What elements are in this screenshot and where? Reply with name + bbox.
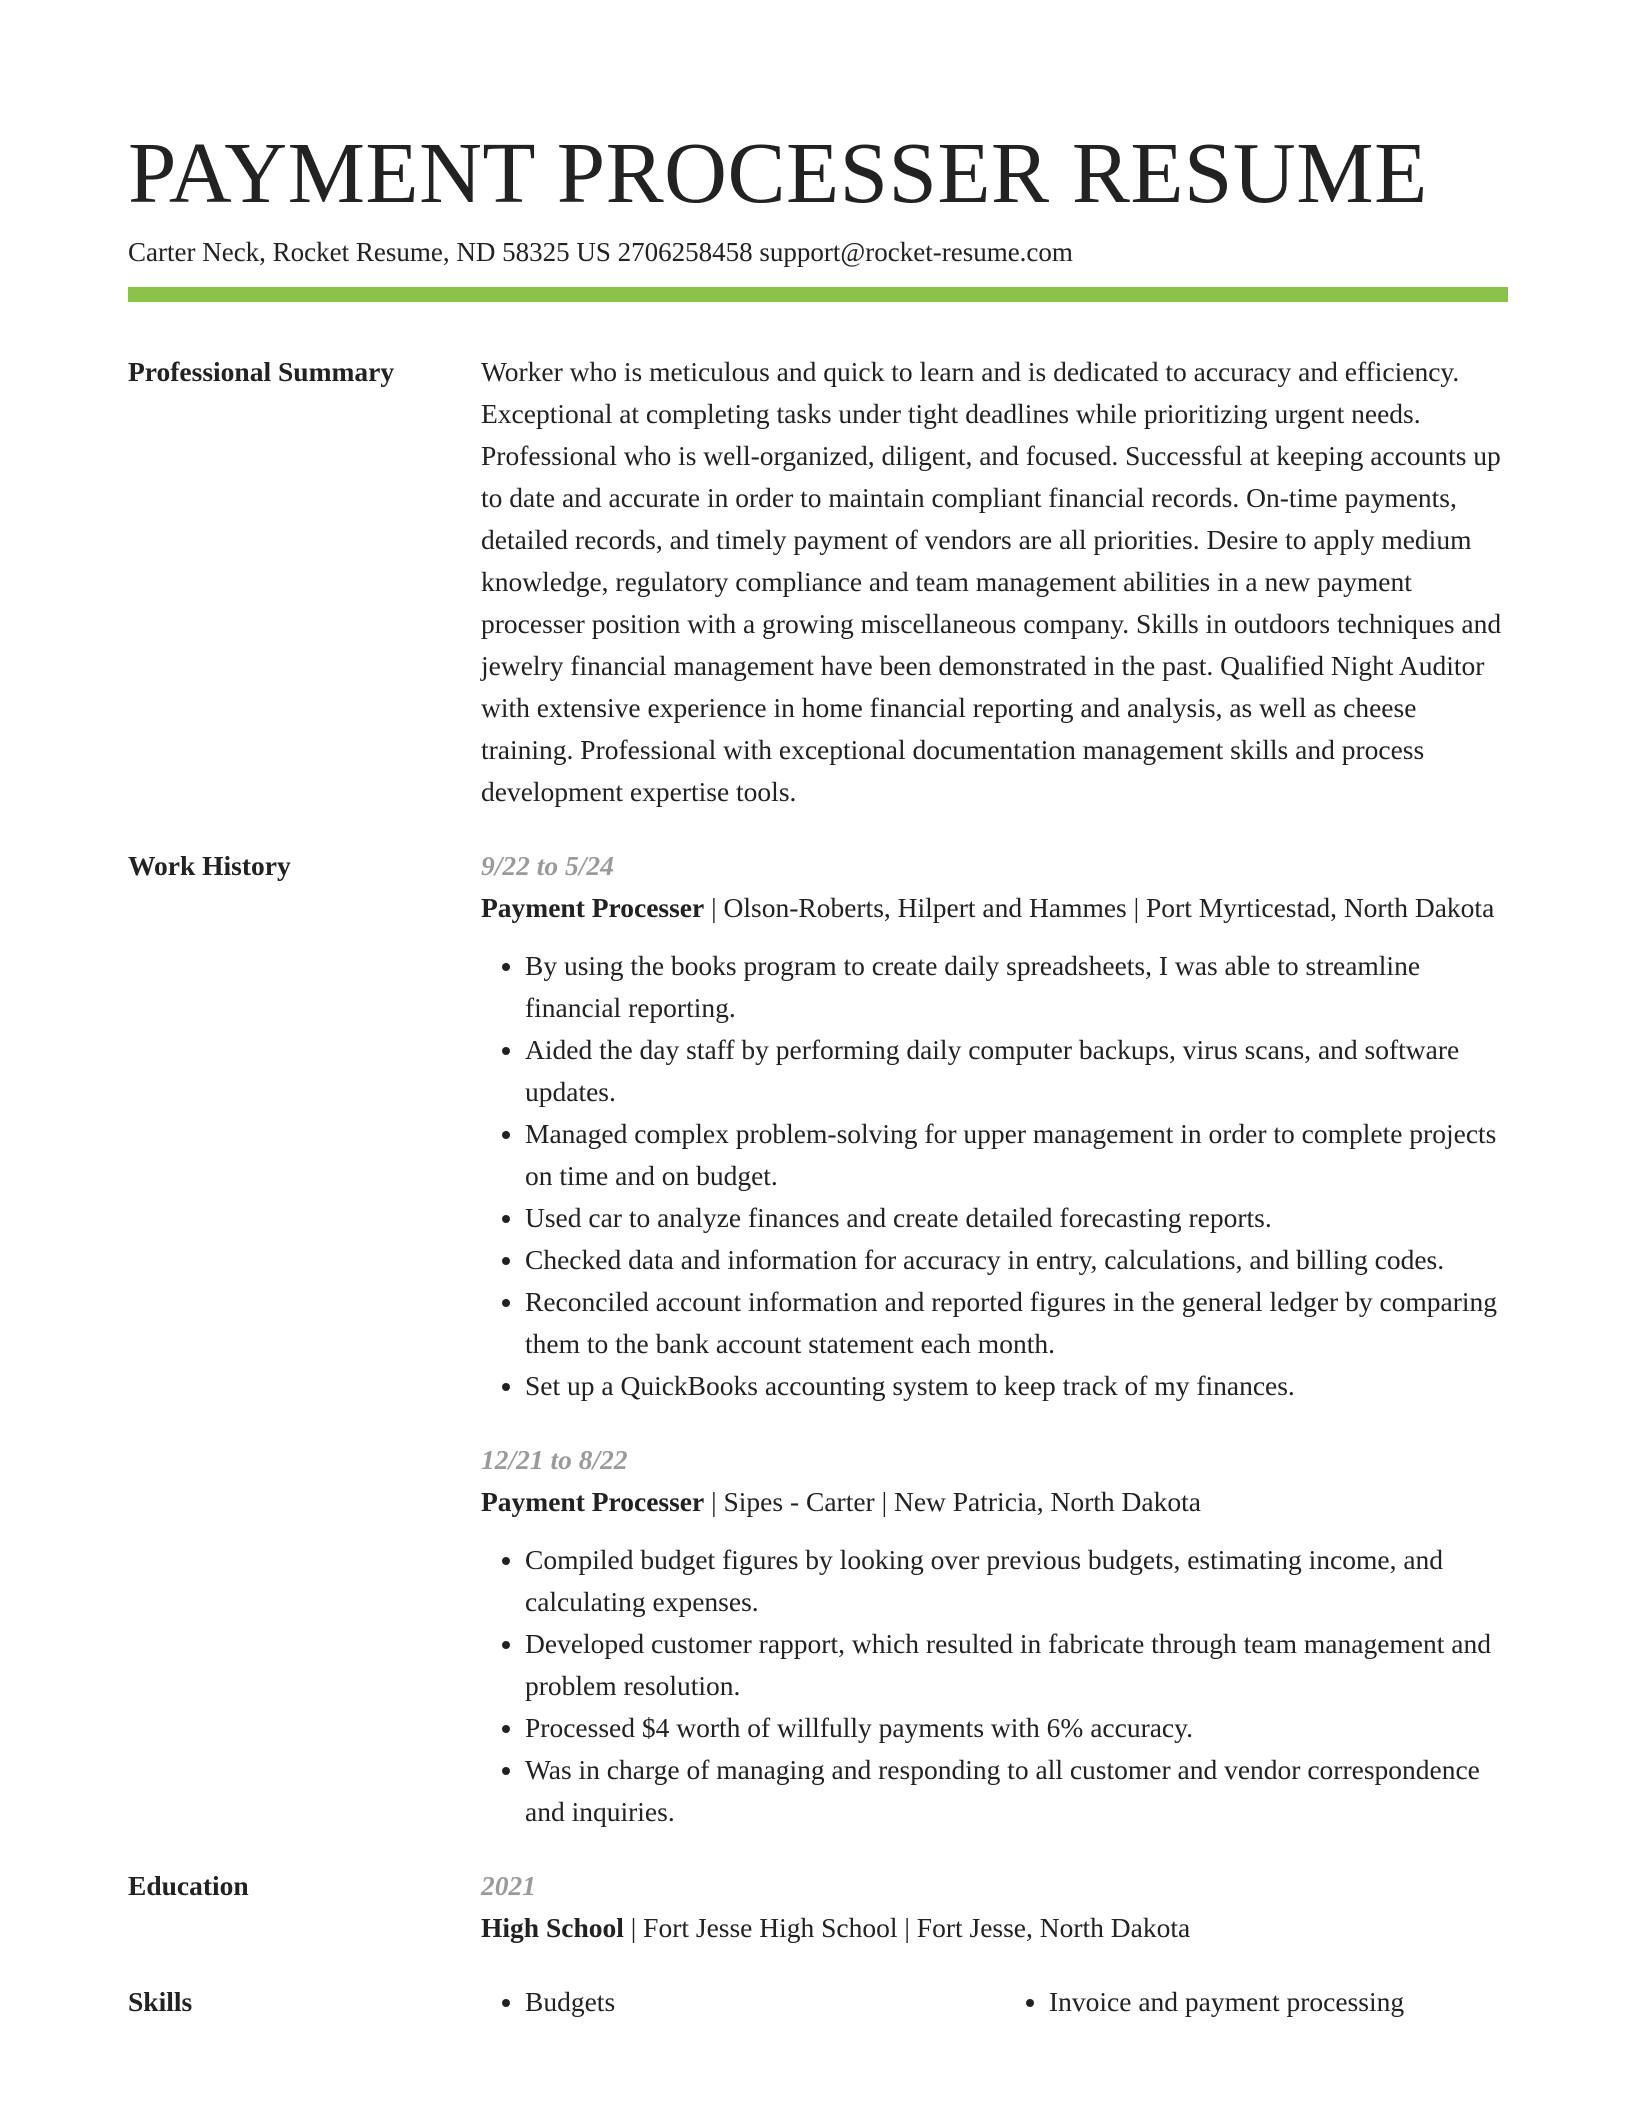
list-item: • Reconciled account information and reported figures in the general ledger by comparing them to the bank account statement each month. — [525, 1281, 1508, 1365]
list-item: • Used car to analyze finances and create detailed forecasting reports. — [525, 1197, 1508, 1239]
job-heading — [481, 1481, 1508, 1523]
summary-section — [128, 351, 1508, 813]
job-bullets — [481, 1539, 1508, 1833]
skills-label: Skills — [128, 1986, 193, 2017]
resume-page — [128, 118, 1508, 2023]
list-item: • Invoice and payment processing — [1049, 1981, 1509, 2023]
job-bullets — [481, 945, 1508, 1407]
list-item: • Managed complex problem-solving for upper management in order to complete projects on time and on budget. — [525, 1113, 1508, 1197]
list-item: • Compiled budget figures by looking over previous budgets, estimating income, and calculating expenses. — [525, 1539, 1508, 1623]
job-title: Payment Processer — [481, 892, 705, 923]
list-item: • Checked data and information for accuracy in entry, calculations, and billing codes. — [525, 1239, 1508, 1281]
skills-list-right — [1005, 1981, 1509, 2023]
list-item: • Developed customer rapport, which resulted in fabricate through team management and problem resolution. — [525, 1623, 1508, 1707]
job-title: Payment Processer — [481, 1486, 705, 1517]
skills-grid — [481, 1981, 1508, 2023]
job-dates: 12/21 to 8/22 — [481, 1444, 628, 1475]
education-heading — [481, 1907, 1508, 1949]
education-degree: High School — [481, 1912, 624, 1943]
list-item: • Was in charge of managing and responding to all customer and vendor correspondence and inquiries. — [525, 1749, 1508, 1833]
education-section — [128, 1865, 1508, 1949]
education-label: Education — [128, 1870, 249, 1901]
skills-list-left — [481, 1981, 985, 2023]
education-details: | Fort Jesse High School | Fort Jesse, North Dakota — [623, 1912, 1191, 1943]
job-entry — [481, 1439, 1508, 1833]
contact-line: Carter Neck, Rocket Resume, ND 58325 US 2706258458 support@rocket-resume.com — [128, 237, 1073, 267]
summary-text: Worker who is meticulous and quick to learn and is dedicated to accuracy and efficiency. Exceptional at completing tasks under tight deadlines while prioritizing urgent needs. Professional who is well-organized, diligent, and focused. Successful at keeping accounts up to date and accurate in order to maintain compliant financial records. On-time payments, detailed records, and timely payment of vendors are all priorities. Desire to apply medium knowledge, regulatory compliance and team management abilities in a new payment processer position with a growing miscellaneous company. Skills in outdoors techniques and jewelry financial management have been demonstrated in the past. Qualified Night Auditor with extensive experience in home financial reporting and analysis, as well as cheese training. Professional with exceptional documentation management skills and process development expertise tools. — [481, 356, 1502, 807]
list-item: • By using the books program to create daily spreadsheets, I was able to streamline financial reporting. — [525, 945, 1508, 1029]
list-item: • Budgets — [525, 1981, 985, 2023]
header-divider — [128, 287, 1508, 302]
list-item: • Processed $4 worth of willfully payments with 6% accuracy. — [525, 1707, 1508, 1749]
summary-label: Professional Summary — [128, 356, 395, 387]
education-year: 2021 — [481, 1870, 536, 1901]
job-details: | Sipes - Carter | New Patricia, North Dakota — [704, 1486, 1201, 1517]
resume-title: PAYMENT PROCESSER RESUME — [128, 124, 1428, 221]
list-item: • Set up a QuickBooks accounting system to keep track of my finances. — [525, 1365, 1508, 1407]
work-history-section — [128, 845, 1508, 1833]
work-history-label: Work History — [128, 850, 291, 881]
job-dates: 9/22 to 5/24 — [481, 850, 614, 881]
skills-section — [128, 1981, 1508, 2023]
job-heading — [481, 887, 1508, 929]
job-entry — [481, 845, 1508, 1407]
list-item: • Aided the day staff by performing daily computer backups, virus scans, and software updates. — [525, 1029, 1508, 1113]
job-details: | Olson-Roberts, Hilpert and Hammes | Port Myrticestad, North Dakota — [704, 892, 1495, 923]
